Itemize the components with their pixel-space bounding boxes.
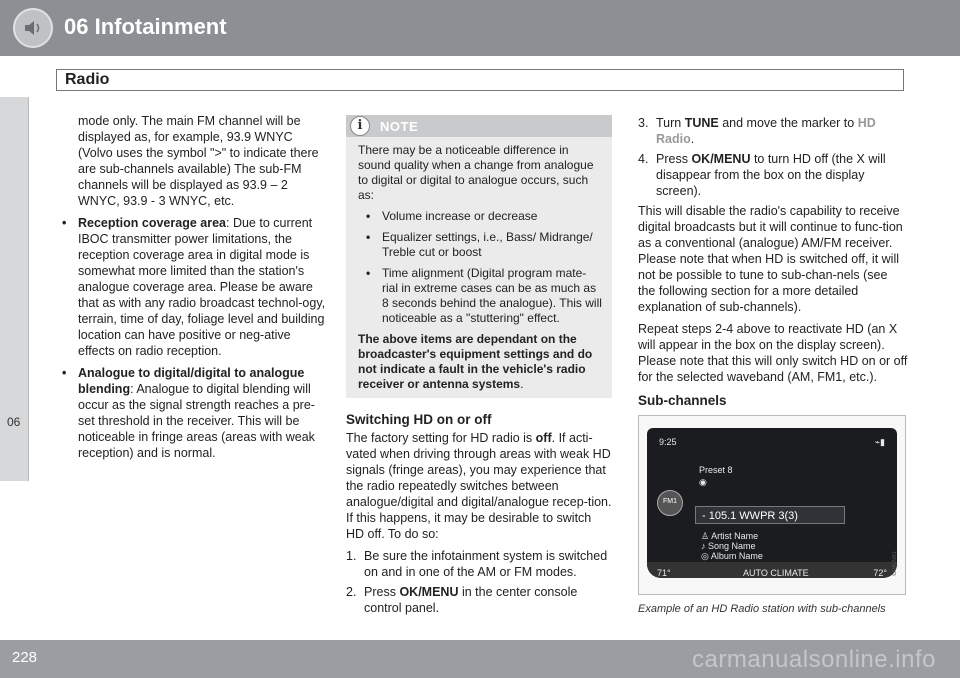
- step-4: 4. Press OK/MENU to turn HD off (the X will disappear from the box on the display screen).: [638, 152, 886, 198]
- section-title: Radio: [65, 71, 110, 88]
- column-1: [60, 113, 326, 467]
- image-code: G040981: [892, 551, 898, 576]
- display-album: ◎ Album Name: [701, 551, 763, 561]
- display-artist: ♙ Artist Name: [701, 531, 759, 541]
- display-preset: Preset 8: [699, 465, 733, 475]
- heading-switching-hd: Switching HD on or off: [346, 412, 492, 427]
- display-time: 9:25: [659, 437, 677, 447]
- signal-icon: ⌁▮: [874, 437, 885, 447]
- watermark: carmanualsonline.info: [692, 646, 936, 673]
- side-tab-label: 06: [7, 415, 21, 429]
- note-intro: There may be a noticeable difference in sound quality when a change from analogue to digital or digital to analogue occurs, such as:: [358, 143, 594, 202]
- note-title: NOTE: [380, 119, 419, 134]
- bullet-blending: • Analogue to digital/digital to analogue blending: Analogue to digital blending will occur as the signal strength reaches a pre-set threshold in the receiver. This will be noticeable in fringe areas (areas with weak reception) and is normal.: [60, 365, 326, 461]
- chapter-header-bar: [0, 0, 960, 56]
- temp-left: 71°: [657, 568, 671, 578]
- display-screen: [647, 428, 897, 578]
- hd-icon: ◉: [699, 477, 707, 487]
- heading-sub-channels: Sub-channels: [638, 393, 727, 408]
- music-note-icon: ♪: [701, 541, 709, 551]
- climate-label: AUTO CLIMATE: [743, 568, 809, 578]
- disc-icon: ◎: [701, 551, 711, 561]
- chapter-title: 06 Infotainment: [64, 14, 227, 39]
- section-header: [56, 69, 904, 91]
- switching-paragraph: The factory setting for HD radio is off. If acti-vated when driving through areas with weak HD signals (fringe areas), you may experience that the radio repeatedly switches between analogue/digital and digital/analogue recep-tion. If this happens, it may be desirable to switch HD off. To do so:: [346, 431, 612, 541]
- step-2: 2. Press OK/MENU in the center console control panel.: [346, 585, 578, 615]
- note-box: [346, 115, 612, 398]
- step-3: 3. Turn TUNE and move the marker to HD Radio.: [638, 116, 876, 146]
- figure-caption: Example of an HD Radio station with sub-channels: [638, 603, 886, 615]
- hd-radio-display-photo: [638, 415, 906, 595]
- climate-bar: [647, 562, 897, 578]
- bullet-reception-coverage: • Reception coverage area: Due to current IBOC transmitter power limitations, the reception coverage area in digital mode is somewhat more limited than the station's analogue coverage area. Please be aware that as with any radio broadcast technol-ogy, terrain, time of day, foliage level and building location can have positive or neg-ative effects on radio reception.: [60, 215, 326, 359]
- display-channel: - 105.1 WWPR 3(3): [695, 506, 845, 524]
- intro-paragraph: mode only. The main FM channel will be displayed as, for example, 93.9 WNYC (Volvo uses the symbol ">" to indicate there are sub-channels available) The sub-FM channels will be displayed as 93.9 – 2 WNYC, 93.9 - 3 WNYC, etc.: [78, 114, 319, 208]
- person-icon: ♙: [701, 531, 712, 541]
- display-song: ♪ Song Name: [701, 541, 756, 551]
- column-3: [638, 115, 908, 617]
- reactivate-paragraph: Repeat steps 2-4 above to reactivate HD (an X will appear in the box on the display screen). Please note that this will only switch HD on or off for the selected waveband (AM, FM1, etc.).: [638, 322, 908, 384]
- hd-disable-paragraph: This will disable the radio's capability to receive digital broadcasts but it will continue to func-tion as a conventional (analogue) AM/FM receiver. Please note that when HD is switched off, it will not be possible to tune to sub-chan-nels (see the following section for a more detailed explanation of sub-channels).: [638, 204, 903, 314]
- column-2: [346, 115, 612, 620]
- step-1: 1. Be sure the infotainment system is switched on and in one of the AM or FM modes.: [346, 549, 608, 579]
- display-fm-badge: FM1: [657, 490, 683, 516]
- note-item: • Volume increase or decrease: [364, 209, 602, 224]
- note-body: [346, 137, 612, 392]
- temp-right: 72°: [873, 568, 887, 578]
- note-header: [346, 115, 612, 137]
- info-icon: i: [350, 116, 370, 136]
- chapter-side-tab: [0, 97, 29, 481]
- page-number: 228: [12, 649, 38, 666]
- note-conclusion: The above items are dependant on the broadcaster's equipment settings and do not indicate a fault in the vehicle's radio receiver or antenna systems.: [358, 332, 593, 391]
- note-item: • Time alignment (Digital program mate-rial in extreme cases can be as much as 8 seconds behind the analogue). This will noticeable as a "stuttering" effect.: [364, 266, 602, 326]
- speaker-icon: [13, 8, 53, 48]
- note-item: • Equalizer settings, i.e., Bass/ Midrange/ Treble cut or boost: [364, 230, 602, 260]
